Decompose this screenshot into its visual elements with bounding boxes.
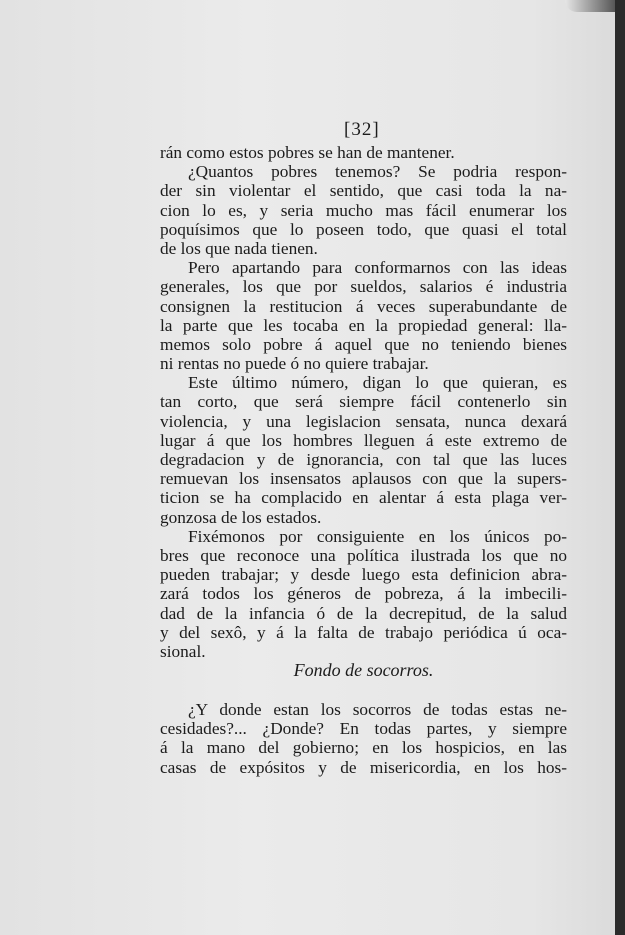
page-number: [32] — [344, 119, 380, 140]
text-line: generales, los que por sueldos, salarios é industria — [160, 277, 567, 297]
paragraph — [160, 162, 567, 258]
text-line: gonzosa de los estados. — [160, 507, 322, 527]
paragraph — [160, 258, 567, 373]
text-line: casas de expósitos y de misericordia, en los hos- — [160, 757, 567, 777]
text-line: bres que reconoce una política ilustrada los que no — [160, 545, 567, 565]
section-heading: Fondo de socorros. — [293, 660, 434, 680]
text-line: cion lo es, y seria mucho mas fácil enumerar los — [160, 200, 567, 220]
text-line: ticion se ha complacido en alentar á esta plaga ver- — [160, 488, 567, 508]
text-line: y del sexô, y á la falta de trabajo periódica ú oca- — [160, 622, 567, 642]
text-line: ¿Y donde estan los socorros de todas estas ne- — [188, 700, 567, 719]
text-line: memos solo pobre á aquel que no teniendo bienes — [160, 334, 567, 354]
text-line: á la mano del gobierno; en los hospicios, en las — [160, 738, 567, 758]
text-line: degradacion y de ignorancia, con tal que las luces — [160, 450, 567, 469]
body-text-section-2 — [160, 700, 567, 777]
text-line: la parte que les tocaba en la propiedad general: lla- — [160, 315, 567, 335]
paragraph — [160, 700, 567, 777]
text-line: der sin violentar el sentido, que casi toda la na- — [160, 181, 567, 201]
text-line: violencia, y una legislacion sensata, nunca dexará — [160, 411, 567, 431]
text-line: ¿Quantos pobres tenemos? Se podria respon- — [188, 162, 567, 182]
text-line: de los que nada tienen. — [160, 238, 318, 258]
body-text-section-1 — [160, 143, 567, 661]
text-line: lugar á que los hombres lleguen á este extremo de — [160, 430, 567, 450]
text-line: Pero apartando para conformarnos con las ideas — [188, 258, 567, 278]
paragraph — [160, 373, 567, 527]
text-line: ni rentas no puede ó no quiere trabajar. — [160, 354, 429, 374]
text-line: pueden trabajar; y desde luego esta definicion abra- — [160, 565, 567, 585]
text-line: rán como estos pobres se han de mantener. — [160, 143, 455, 162]
scan-edge — [615, 0, 625, 935]
text-line: dad de la infancia ó de la decrepitud, de la salud — [160, 603, 567, 623]
text-line: remuevan los insensatos aplausos con que la supers- — [160, 469, 567, 489]
paragraph — [160, 143, 567, 162]
text-line: consignen la restitucion á veces superabundante de — [160, 296, 567, 316]
text-line: poquísimos que lo poseen todo, que quasi el total — [160, 219, 567, 239]
text-line: Fixémonos por consiguiente en los únicos po- — [188, 526, 567, 546]
text-line: tan corto, que será siempre fácil contenerlo sin — [160, 392, 567, 412]
paragraph — [160, 527, 567, 661]
text-line: Este último número, digan lo que quieran, es — [188, 373, 567, 393]
text-line: cesidades?... ¿Donde? En todas partes, y siempre — [160, 719, 567, 739]
text-line: sional. — [160, 641, 206, 661]
text-line: zará todos los géneros de pobreza, á la imbecili- — [160, 584, 567, 604]
